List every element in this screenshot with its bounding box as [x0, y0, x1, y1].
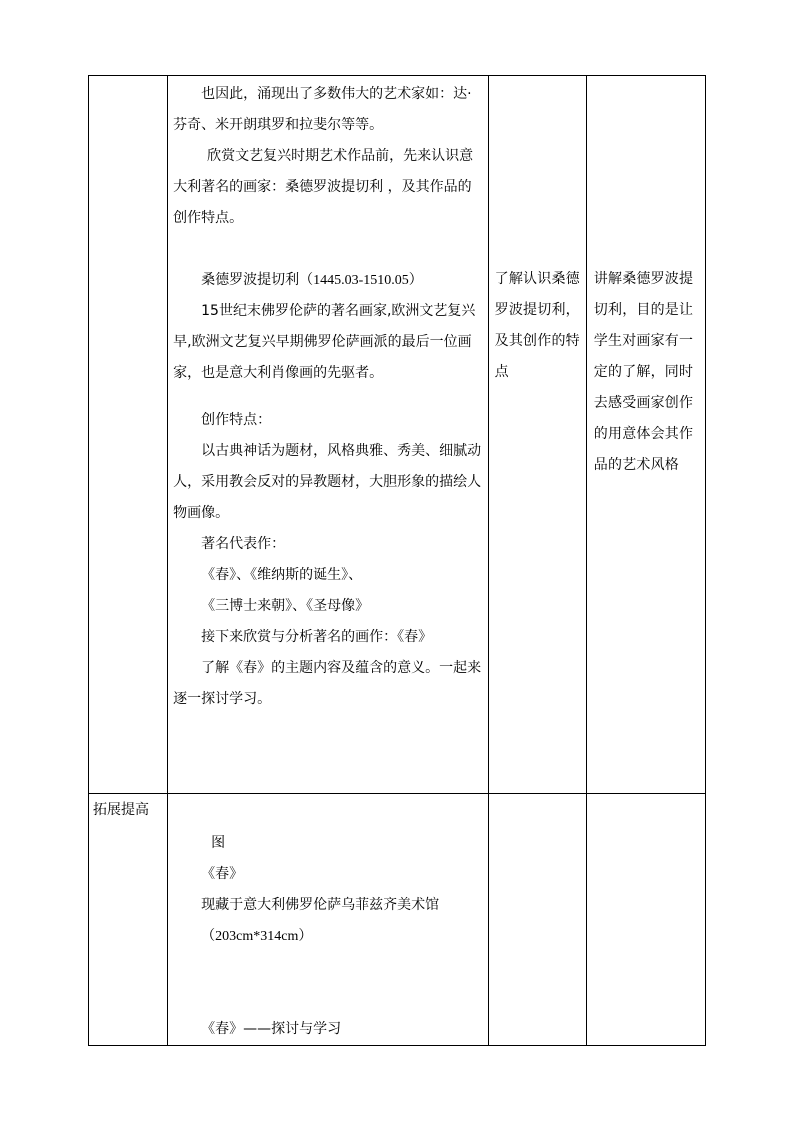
works-line: 《春》、《维纳斯的诞生》、 [201, 567, 363, 583]
teaching-content-cell [168, 76, 489, 794]
table-row [89, 76, 706, 794]
student-activity-text [489, 794, 586, 982]
row-label [89, 76, 167, 80]
lesson-plan-table [88, 75, 706, 1046]
works-line: 《三博士来朝》、《圣母像》 [201, 598, 370, 614]
artist-dates: （1445.03-1510.05） [299, 273, 423, 288]
row-label-cell [89, 76, 168, 794]
design-intent-text: 讲解桑德罗波提切利，目的是让学生对画家有一定的了解，同时去感受画家创作的用意体会其作品的艺术风格 [593, 271, 694, 473]
artist-bio: 15世纪末佛罗伦萨的著名画家,欧洲文艺复兴早,欧洲文艺复兴早期佛罗伦萨画派的最后一位画家，也是意大利肖像画的先驱者。 [173, 303, 476, 381]
student-activity-cell [488, 76, 586, 794]
painting-title: 《春》 [201, 866, 244, 882]
intro-paragraph: 也因此，涌现出了多数伟大的艺术家如：达·芬奇、米开朗琪罗和拉斐尔等等。 [173, 86, 472, 133]
row-label: 拓展提高 [93, 802, 149, 818]
artist-heading [173, 265, 485, 296]
works-title: 著名代表作： [201, 536, 286, 552]
painting-collection: 现藏于意大利佛罗伦萨乌菲兹齐美术馆 [201, 897, 440, 913]
features-title: 创作特点： [201, 412, 272, 428]
preview-paragraph: 欣赏文艺复兴时期艺术作品前，先来认识意大利著名的画家：桑德罗波提切利 ，及其作品的创作特点。 [173, 148, 474, 226]
artist-name: 桑德罗波提切利 [201, 272, 300, 288]
row-label-cell [89, 794, 168, 1046]
next-painting-line: 接下来欣赏与分析著名的画作：《春》 [201, 629, 433, 645]
student-activity-text: 了解认识桑德罗波提切利，及其创作的特点 [494, 271, 580, 380]
table-row [89, 794, 706, 1046]
design-intent-text [587, 794, 705, 982]
teaching-content-cell [168, 794, 489, 1046]
painting-size: （203cm*314cm） [201, 929, 313, 944]
figure-label: 图 [211, 835, 226, 851]
student-activity-cell [488, 794, 586, 1046]
understand-paragraph: 了解《春》的主题内容及蕴含的意义。一起来逐一探讨学习。 [173, 660, 482, 707]
design-intent-cell [586, 76, 705, 794]
design-intent-cell [586, 794, 705, 1046]
features-text: 以古典神话为题材，风格典雅、秀美、细腻动人，采用教会反对的异教题材，大胆形象的描绘人物画像。 [173, 443, 482, 521]
discussion-heading: 《春》——探讨与学习 [201, 1021, 342, 1037]
